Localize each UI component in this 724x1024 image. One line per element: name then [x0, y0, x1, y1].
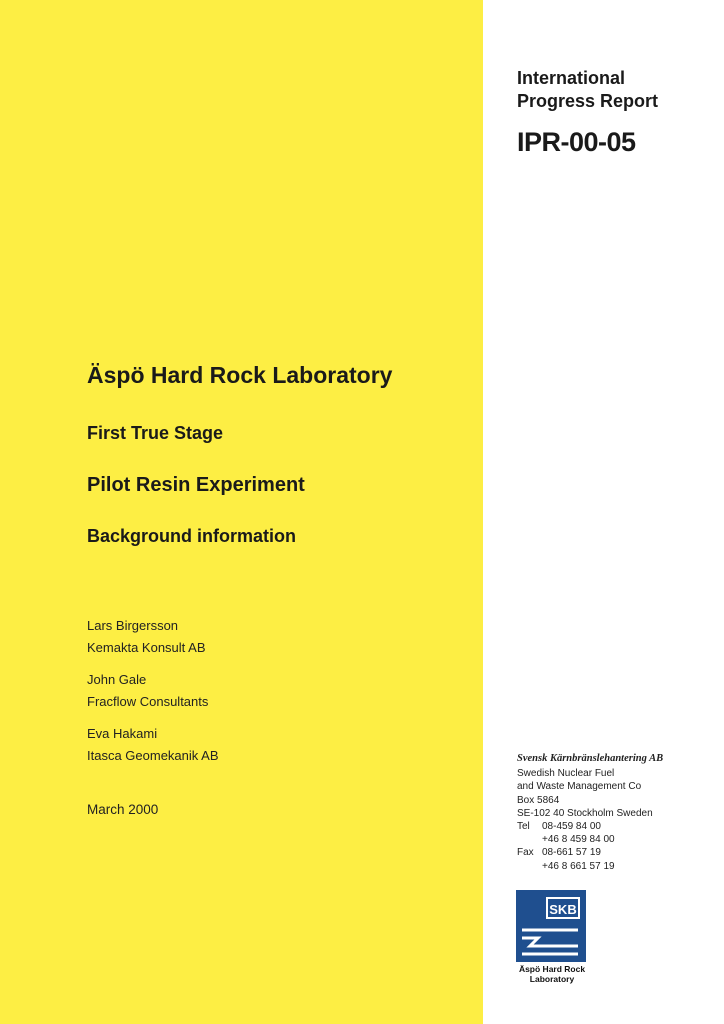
telephone-row: [517, 820, 663, 833]
series-line-2: Progress Report: [517, 91, 659, 111]
fax-row-international: [517, 860, 663, 873]
svg-text:SKB: SKB: [549, 902, 577, 917]
author-affiliation: Itasca Geomekanik AB: [87, 748, 219, 763]
document-subtitle-1: First True Stage: [87, 423, 224, 443]
author-name: John Gale: [87, 672, 147, 687]
document-title: Äspö Hard Rock Laboratory: [87, 362, 393, 388]
series-line-1: International: [517, 68, 626, 88]
fax-number-international: +46 8 661 57 19: [542, 860, 615, 872]
author-entry: [87, 669, 219, 713]
author-entry: [87, 723, 219, 767]
fax-row: [517, 846, 663, 859]
author-affiliation: Kemakta Konsult AB: [87, 640, 206, 655]
author-name: Lars Birgersson: [87, 618, 179, 633]
fax-label: Fax: [517, 847, 534, 859]
logo-caption-line-2: Laboratory: [529, 974, 575, 984]
author-affiliation: Fracflow Consultants: [87, 694, 209, 709]
publisher-name: Svensk Kärnbränslehantering AB: [517, 753, 664, 764]
publisher-line: Box 5864: [517, 794, 560, 806]
report-series: [517, 67, 658, 113]
publisher-line: SE-102 40 Stockholm Sweden: [517, 807, 653, 819]
telephone-row-international: [517, 833, 663, 846]
logo-caption-line-1: Äspö Hard Rock: [518, 964, 586, 974]
telephone-number-international: +46 8 459 84 00: [542, 834, 615, 846]
report-number: IPR-00-05: [517, 127, 636, 157]
author-entry: [87, 615, 219, 659]
document-subtitle-2: Pilot Resin Experiment: [87, 474, 305, 496]
fax-number: 08-661 57 19: [542, 847, 601, 859]
author-name: Eva Hakami: [87, 726, 158, 741]
document-subtitle-3: Background information: [87, 526, 297, 546]
telephone-label: Tel: [517, 821, 530, 833]
publisher-block: [517, 752, 663, 873]
author-list: [87, 615, 219, 777]
telephone-number: 08-459 84 00: [542, 821, 601, 833]
publisher-line: and Waste Management Co: [517, 781, 642, 793]
skb-logo-icon: [516, 890, 586, 962]
logo-caption: [516, 964, 588, 984]
publication-date: March 2000: [87, 802, 159, 817]
publisher-line: Swedish Nuclear Fuel: [517, 768, 615, 780]
